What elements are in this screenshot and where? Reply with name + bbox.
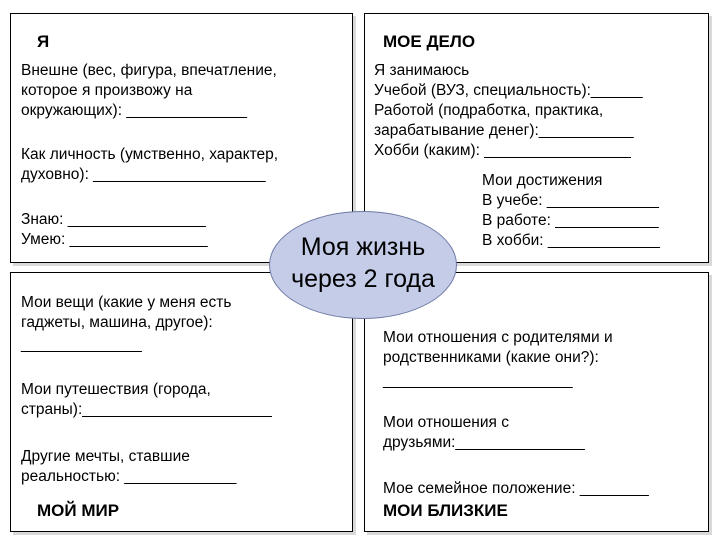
family-status-line: Мое семейное положение: ________ [383,480,649,497]
section-world [10,272,353,532]
center-title [269,231,457,295]
things-line-2: гаджеты, машина, другое): [21,314,213,331]
achievement-hobby: В хобби: _____________ [482,232,660,249]
things-line-1: Мои вещи (какие у меня есть [21,294,232,311]
personality-line-1: Как личность (умственно, характер, [21,146,279,163]
relatives-line-3: ______________________ [383,372,573,389]
relatives-line-1: Мои отношения с родителями и [383,329,613,346]
dreams-line-2: реальностью: _____________ [21,468,237,485]
job-line-2: зарабатывание денег):___________ [374,122,634,139]
achievements-title: Мои достижения [482,172,603,189]
section-me-title: Я [37,32,50,51]
dreams-line-1: Другие мечты, ставшие [21,448,190,465]
things-line-3: ______________ [21,336,142,353]
hobby-line: Хобби (каким): _________________ [374,142,631,159]
friends-line-1: Мои отношения с [383,414,509,431]
know-line: Знаю: ________________ [21,211,206,228]
section-world-title: МОЙ МИР [37,501,120,520]
travel-line-2: страны):______________________ [21,401,272,418]
appearance-line-3: окружающих): ______________ [21,102,248,119]
job-line-1: Работой (подработка, практика, [374,102,604,119]
study-line: Учебой (ВУЗ, специальность):______ [374,82,643,99]
achievement-work: В работе: ____________ [482,212,659,229]
occupation-line-1: Я занимаюсь [374,62,470,79]
section-close-ones [364,272,709,532]
achievement-study: В учебе: _____________ [482,192,659,209]
relatives-line-2: родственниками (какие они?): [383,349,599,366]
travel-line-1: Мои путешествия (города, [21,381,211,398]
appearance-line-2: которое я произвожу на [21,82,193,99]
center-title-line-1: Моя жизнь [300,233,426,261]
personality-line-2: духовно): ____________________ [21,166,266,183]
section-work-title: МОЕ ДЕЛО [383,32,476,51]
appearance-line-1: Внешне (вес, фигура, впечатление, [21,62,277,79]
friends-line-2: друзьями:_______________ [383,434,585,451]
can-line: Умею: ________________ [21,231,208,248]
section-close-ones-title: МОИ БЛИЗКИЕ [383,501,508,520]
center-title-line-2: через 2 года [291,265,435,293]
